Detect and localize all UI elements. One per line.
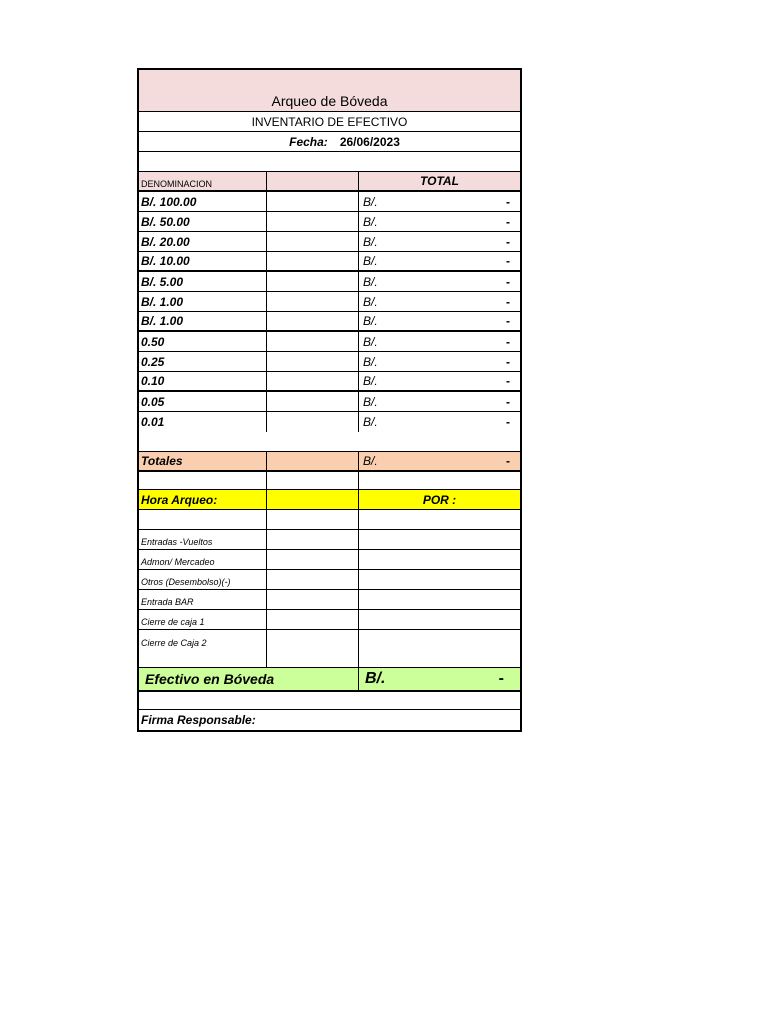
firma-row [139, 710, 520, 730]
denomination-row [139, 352, 520, 372]
sheet-subtitle: INVENTARIO DE EFECTIVO [251, 114, 408, 129]
total-cell [359, 212, 520, 231]
movement-label: Otros (Desembolso)(-) [139, 570, 267, 589]
row-currency: B/. [363, 214, 378, 229]
total-cell [359, 232, 520, 251]
header-row [139, 172, 520, 192]
denomination-label: 0.50 [139, 332, 267, 351]
fecha-label: Fecha: [289, 134, 328, 149]
totales-label: Totales [139, 452, 267, 470]
row-currency: B/. [363, 374, 378, 388]
movement-rows [139, 530, 520, 650]
denomination-label: B/. 20.00 [139, 232, 267, 251]
firma-label: Firma Responsable: [141, 713, 256, 727]
efectivo-row [139, 668, 520, 692]
quantity-cell [267, 252, 359, 270]
row-dash: - [506, 354, 510, 369]
total-cell [359, 412, 520, 432]
denomination-label: 0.05 [139, 392, 267, 411]
row-dash: - [506, 294, 510, 309]
denomination-row [139, 372, 520, 392]
denomination-row [139, 212, 520, 232]
row-currency: B/. [363, 415, 378, 429]
header-denominacion: DENOMINACION [139, 172, 267, 190]
blank-row [139, 472, 520, 490]
row-dash: - [506, 234, 510, 249]
denomination-label: B/. 1.00 [139, 312, 267, 330]
row-currency: B/. [363, 394, 378, 409]
denomination-rows [139, 192, 520, 432]
denomination-row [139, 292, 520, 312]
denomination-label: B/. 100.00 [139, 192, 267, 211]
subtitle-row [139, 112, 520, 132]
denomination-label: B/. 1.00 [139, 292, 267, 311]
efectivo-label: Efectivo en Bóveda [139, 668, 359, 690]
efectivo-currency: B/. [365, 670, 386, 687]
movement-row [139, 630, 520, 650]
header-total: TOTAL [420, 174, 459, 188]
hora-row [139, 490, 520, 510]
movement-label: Admon/ Mercadeo [139, 550, 267, 569]
row-dash: - [506, 374, 510, 388]
quantity-cell [267, 292, 359, 311]
denomination-row [139, 332, 520, 352]
sheet-title: Arqueo de Bóveda [271, 93, 388, 109]
title-row [139, 70, 520, 112]
movement-row [139, 590, 520, 610]
totales-currency: B/. [363, 454, 378, 468]
denomination-label: B/. 5.00 [139, 272, 267, 291]
quantity-cell [267, 192, 359, 211]
denomination-label: 0.01 [139, 412, 267, 432]
quantity-cell [267, 312, 359, 330]
fecha-value: 26/06/2023 [339, 134, 400, 149]
total-cell [359, 372, 520, 390]
quantity-cell [267, 272, 359, 291]
row-dash: - [506, 394, 510, 409]
total-cell [359, 352, 520, 371]
total-cell [359, 292, 520, 311]
movement-row [139, 570, 520, 590]
quantity-cell [267, 412, 359, 432]
movement-label: Entradas -Vueltos [139, 530, 267, 549]
row-currency: B/. [363, 254, 378, 268]
denomination-label: 0.25 [139, 352, 267, 371]
movement-label: Entrada BAR [139, 590, 267, 609]
movement-row [139, 550, 520, 570]
totales-dash: - [506, 454, 510, 468]
denomination-row [139, 232, 520, 252]
denomination-label: 0.10 [139, 372, 267, 390]
total-cell [359, 252, 520, 270]
row-dash: - [506, 415, 510, 429]
movement-label: Cierre de caja 1 [139, 610, 267, 629]
total-cell [359, 392, 520, 411]
row-currency: B/. [363, 234, 378, 249]
row-currency: B/. [363, 194, 378, 209]
denomination-row [139, 312, 520, 332]
quantity-cell [267, 372, 359, 390]
denomination-row [139, 392, 520, 412]
hora-label: Hora Arqueo: [139, 490, 267, 509]
blank-row [139, 692, 520, 710]
row-currency: B/. [363, 354, 378, 369]
denomination-row [139, 272, 520, 292]
row-currency: B/. [363, 334, 378, 349]
arqueo-sheet [137, 68, 522, 732]
total-cell [359, 312, 520, 330]
quantity-cell [267, 212, 359, 231]
row-currency: B/. [363, 274, 378, 289]
quantity-cell [267, 352, 359, 371]
total-cell [359, 272, 520, 291]
row-dash: - [506, 274, 510, 289]
denomination-label: B/. 10.00 [139, 252, 267, 270]
quantity-cell [267, 392, 359, 411]
movement-row [139, 610, 520, 630]
quantity-cell [267, 332, 359, 351]
por-label: POR : [422, 492, 457, 507]
efectivo-dash: - [498, 670, 504, 687]
date-row [139, 132, 520, 152]
row-dash: - [506, 314, 510, 328]
movement-row [139, 530, 520, 550]
blank-row [139, 432, 520, 452]
blank-row [139, 650, 520, 668]
row-dash: - [506, 194, 510, 209]
blank-row [139, 152, 520, 172]
row-dash: - [506, 334, 510, 349]
movement-label: Cierre de Caja 2 [139, 630, 267, 650]
denomination-row [139, 192, 520, 212]
row-dash: - [506, 254, 510, 268]
denomination-row [139, 252, 520, 272]
row-dash: - [506, 214, 510, 229]
total-cell [359, 192, 520, 211]
row-currency: B/. [363, 314, 378, 328]
total-cell [359, 332, 520, 351]
denomination-label: B/. 50.00 [139, 212, 267, 231]
date-line [139, 132, 520, 151]
row-currency: B/. [363, 294, 378, 309]
blank-row [139, 510, 520, 530]
denomination-row [139, 412, 520, 432]
totales-row [139, 452, 520, 472]
quantity-cell [267, 232, 359, 251]
